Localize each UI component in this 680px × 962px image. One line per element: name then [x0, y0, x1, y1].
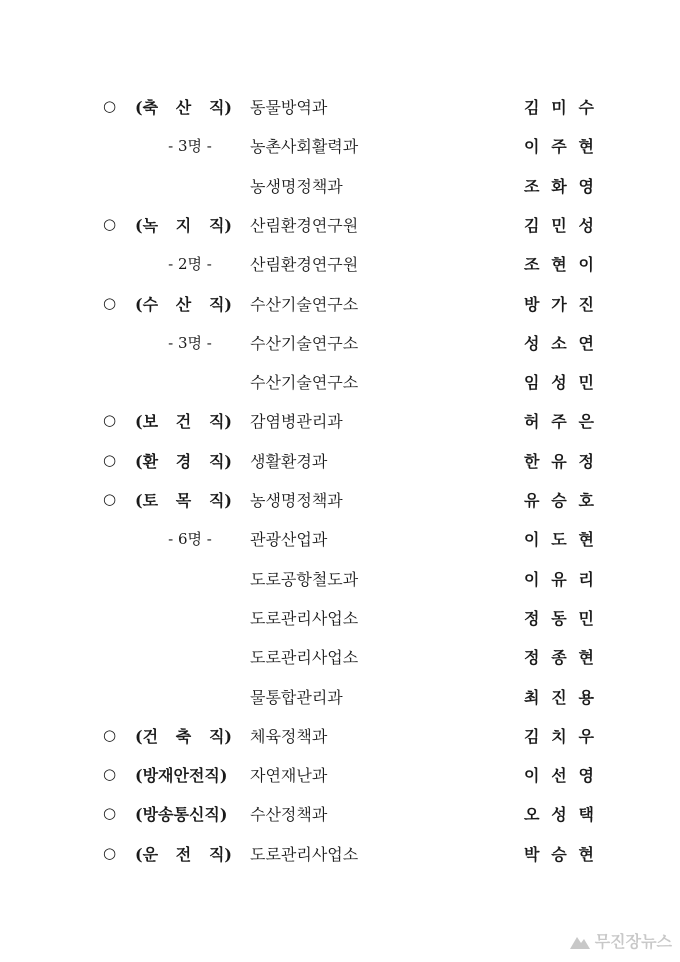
person-name: 정 동 민 [524, 608, 594, 628]
department: 산림환경연구원 [250, 215, 359, 235]
job-category: (환 경 직) [135, 451, 232, 471]
list-item [0, 95, 680, 125]
department: 생활환경과 [250, 451, 328, 471]
department: 농생명정책과 [250, 176, 343, 196]
person-name: 정 종 현 [524, 648, 594, 668]
person-name: 김 민 성 [524, 215, 594, 235]
job-category: (건 축 직) [135, 726, 232, 746]
list-item [0, 488, 680, 518]
list-item [0, 331, 680, 361]
person-name: 최 진 용 [524, 687, 594, 707]
list-item [0, 802, 680, 832]
person-name: 오 성 택 [524, 805, 594, 825]
person-name: 박 승 현 [524, 844, 594, 864]
list-item [0, 292, 680, 322]
department: 물통합관리과 [250, 687, 343, 707]
job-category: (방송통신직) [135, 805, 228, 825]
list-item [0, 685, 680, 715]
mountain-logo-icon [569, 932, 591, 950]
list-item [0, 606, 680, 636]
headcount: - 3명 - [168, 333, 212, 352]
list-item [0, 527, 680, 557]
circle-bullet-icon: ○ [103, 97, 117, 115]
department: 감염병관리과 [250, 412, 343, 432]
person-name: 조 현 이 [524, 255, 594, 275]
list-item [0, 252, 680, 282]
list-item [0, 174, 680, 204]
department: 동물방역과 [250, 98, 328, 117]
job-category: (방재안전직) [135, 766, 228, 786]
watermark-text: 무진장뉴스 [594, 932, 672, 951]
list-item [0, 763, 680, 793]
list-item [0, 370, 680, 400]
person-name: 조 화 영 [524, 176, 594, 196]
list-item [0, 645, 680, 675]
department: 수산기술연구소 [250, 333, 359, 353]
department: 수산정책과 [250, 805, 328, 825]
job-category: (녹 지 직) [135, 215, 232, 235]
headcount: - 3명 - [168, 137, 212, 156]
list-item [0, 842, 680, 872]
department: 농촌사회활력과 [250, 137, 359, 157]
department: 관광산업과 [250, 530, 328, 550]
circle-bullet-icon: ○ [103, 765, 117, 784]
department: 수산기술연구소 [250, 373, 359, 393]
job-category: (축 산 직) [135, 98, 232, 117]
circle-bullet-icon: ○ [103, 214, 117, 233]
circle-bullet-icon: ○ [103, 411, 117, 430]
person-name: 이 도 현 [524, 530, 594, 550]
circle-bullet-icon: ○ [103, 293, 117, 312]
list-item [0, 567, 680, 597]
department: 체육정책과 [250, 726, 328, 746]
department: 산림환경연구원 [250, 255, 359, 275]
department: 도로공항철도과 [250, 569, 359, 589]
department: 도로관리사업소 [250, 648, 359, 668]
job-category: (수 산 직) [135, 294, 232, 314]
job-category: (토 목 직) [135, 491, 232, 510]
person-name: 이 유 리 [524, 569, 594, 589]
list-item [0, 449, 680, 479]
department: 도로관리사업소 [250, 608, 359, 628]
watermark [569, 929, 672, 952]
job-category: (운 전 직) [135, 844, 232, 864]
person-name: 이 주 현 [524, 137, 594, 157]
person-name: 성 소 연 [524, 333, 594, 353]
department: 자연재난과 [250, 766, 328, 786]
person-name: 김 미 수 [524, 98, 594, 117]
list-item [0, 134, 680, 164]
list-item [0, 724, 680, 754]
headcount: - 6명 - [168, 530, 212, 549]
circle-bullet-icon: ○ [103, 843, 117, 862]
circle-bullet-icon: ○ [103, 450, 117, 469]
person-name: 유 승 호 [524, 491, 594, 510]
circle-bullet-icon: ○ [103, 804, 117, 823]
circle-bullet-icon: ○ [103, 725, 117, 744]
department: 농생명정책과 [250, 491, 343, 510]
list-item [0, 409, 680, 439]
person-name: 임 성 민 [524, 373, 594, 393]
circle-bullet-icon: ○ [103, 490, 117, 508]
person-name: 허 주 은 [524, 412, 594, 432]
job-category: (보 건 직) [135, 412, 232, 432]
headcount: - 2명 - [168, 255, 212, 274]
person-name: 이 선 영 [524, 766, 594, 786]
person-name: 한 유 정 [524, 451, 594, 471]
person-name: 김 치 우 [524, 726, 594, 746]
department: 도로관리사업소 [250, 844, 359, 864]
list-item [0, 213, 680, 243]
person-name: 방 가 진 [524, 294, 594, 314]
department: 수산기술연구소 [250, 294, 359, 314]
